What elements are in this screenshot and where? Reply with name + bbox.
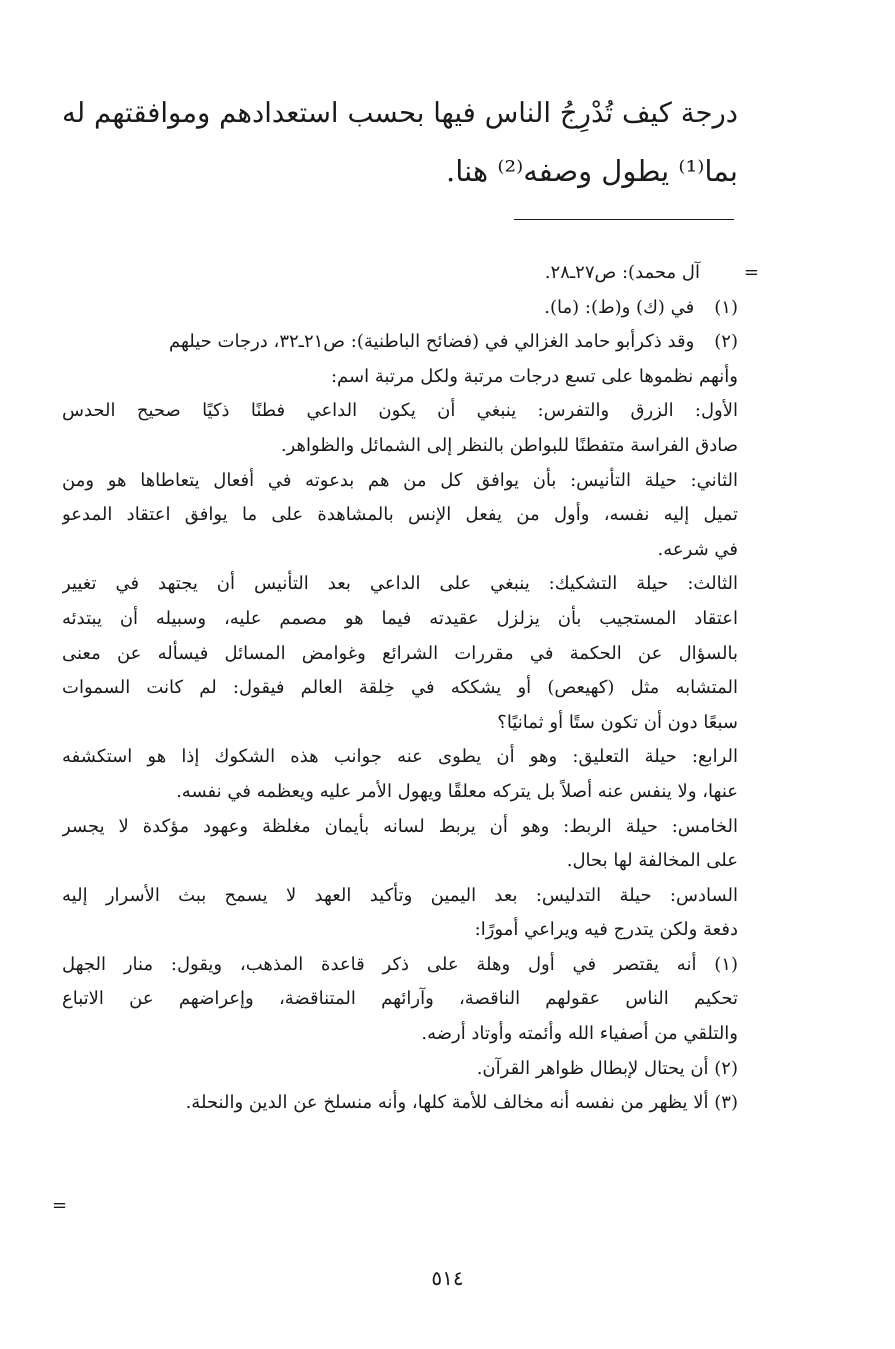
footnote-line: على المخالفة لها بحال.	[566, 850, 738, 872]
footnote-line: عنها، ولا ينفس عنه أصلاً بل يتركه معلقًا ويهول الأمر عليه ويعظمه في نفسه.	[176, 780, 738, 802]
footnote-line: الأول: الزرق والتفرس: ينبغي أن يكون الداعي فطنًا ذكيًا صحيح الحدس	[62, 400, 738, 422]
footnote-line: الرابع: حيلة التعليق: وهو أن يطوى عنه جوانب هذه الشكوك إذا هو استكشفه	[62, 746, 738, 768]
footnote-line: في شرعه.	[657, 538, 738, 560]
footnote-text: في (ك) و(ط): (ما).	[544, 296, 695, 318]
footnote-separator	[514, 219, 734, 220]
footnote-line: صادق الفراسة متفطنًا للبواطن بالنظر إلى الشمائل والظواهر.	[280, 434, 738, 456]
footnote-line: (٢) أن يحتال لإبطال ظواهر القرآن.	[476, 1057, 738, 1079]
continuation-equals-bottom: =	[52, 1195, 68, 1216]
footnote-continuation-text: آل محمد): ص٢٧ـ٢٨.	[544, 262, 700, 283]
main-text-line: درجة كيف تُدْرِجُ الناس فيها بحسب استعدادهم وموافقتهم له	[62, 97, 738, 129]
footnote-line: اعتقاد المستجيب بأن يزلزل عقيدته فيما هو مصمم عليه، وسبيله أن يبتدئه	[62, 607, 738, 629]
footnote-line: تميل إليه نفسه، وأول من يفعل الإنس بالمشاهدة على ما يوافق اعتقاد المدعو	[62, 504, 738, 526]
footnote-line: والتلقي من أصفياء الله وأئمته وأوتاد أرضه.	[421, 1023, 738, 1045]
continuation-equals-top: =	[743, 262, 759, 283]
footnote-line: بالسؤال عن الحكمة في مقررات الشرائع وغوامض المسائل فيسأله عن معنى	[62, 642, 738, 664]
footnote-line: الثالث: حيلة التشكيك: ينبغي على الداعي بعد التأنيس أن يجتهد في تغيير	[62, 573, 738, 595]
footnote-line: الخامس: حيلة الربط: وهو أن يربط لسانه بأيمان مغلظة وعهود مؤكدة لا يجسر	[62, 815, 738, 837]
main-text-line: بما⁽¹⁾ يطول وصفه⁽²⁾ هنا.	[446, 154, 738, 188]
footnotes	[62, 256, 738, 1121]
footnote-line: دفعة ولكن يتدرج فيه ويراعي أمورًا:	[474, 919, 738, 941]
footnote-line: (٣) ألا يظهر من نفسه أنه مخالف للأمة كلها، وأنه منسلخ عن الدين والنحلة.	[185, 1092, 738, 1114]
footnote-line: وأنهم نظموها على تسع درجات مرتبة ولكل مرتبة اسم:	[330, 365, 738, 387]
footnote-2	[62, 325, 738, 360]
footnote-1	[62, 291, 738, 326]
footnote-number: (١)	[714, 296, 738, 318]
main-text	[62, 84, 738, 200]
footnote-line: (١) أنه يقتصر في أول وهلة على ذكر قاعدة المذهب، ويقول: منار الجهل	[62, 953, 738, 975]
footnote-text: وقد ذكرأبو حامد الغزالي في (فضائح الباطنية): ص٢١ـ٣٢، درجات حيلهم	[169, 331, 695, 353]
footnote-line: المتشابه مثل (كهيعص) أو يشككه في خِلقة العالم فيقول: لم كانت السموات	[62, 677, 738, 699]
footnote-line: السادس: حيلة التدليس: بعد اليمين وتأكيد العهد لا يسمح ببث الأسرار إليه	[62, 884, 738, 906]
footnote-number: (٢)	[714, 331, 738, 353]
footnote-line: سبعًا دون أن تكون ستًا أو ثمانيًا؟	[497, 711, 738, 733]
footnote-line: تحكيم الناس عقولهم الناقصة، وآرائهم المتناقضة، وإعراضهم عن الاتباع	[62, 988, 738, 1010]
page-number: ٥١٤	[431, 1266, 464, 1290]
footnote-line: الثاني: حيلة التأنيس: بأن يوافق كل من هم بدعوته في أفعال يتعاطاها هو ومن	[62, 469, 738, 491]
footnote-continuation	[62, 256, 738, 291]
